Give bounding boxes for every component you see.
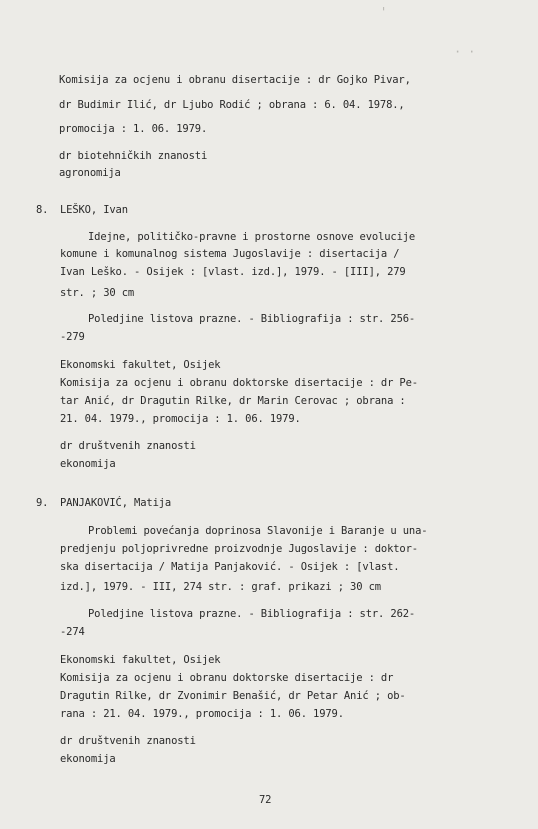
committee-line: Komisija za ocjenu i obranu doktorske disertacije : dr <box>60 672 394 684</box>
notes-line: Poledjine listova prazne. - Bibliografija : str. 262- <box>88 608 416 620</box>
title-line: ska disertacija / Matija Panjaković. - Osijek : [vlast. <box>60 561 400 573</box>
scan-mark: ' <box>380 5 388 19</box>
committee-line: 21. 04. 1979., promocija : 1. 06. 1979. <box>60 413 301 425</box>
faculty-line: Ekonomski fakultet, Osijek <box>60 359 221 371</box>
notes-line: -279 <box>60 331 85 343</box>
degree-line: ekonomija <box>60 458 116 470</box>
title-line: Problemi povećanja doprinosa Slavonije i Baranje u una- <box>88 525 428 537</box>
degree-line: dr društvenih znanosti <box>60 440 196 452</box>
entry-author: PANJAKOVIĆ, Matija <box>60 497 172 509</box>
committee-line: promocija : 1. 06. 1979. <box>59 123 208 135</box>
title-line: komune i komunalnog sistema Jugoslavije : disertacija / <box>60 248 400 260</box>
committee-line: Dragutin Rilke, dr Zvonimir Benašić, dr Petar Anić ; ob- <box>60 690 406 702</box>
degree-line: agronomija <box>59 167 121 179</box>
degree-line: dr društvenih znanosti <box>60 735 196 747</box>
faculty-line: Ekonomski fakultet, Osijek <box>60 654 221 666</box>
title-line: str. ; 30 cm <box>60 287 135 299</box>
committee-line: dr Budimir Ilić, dr Ljubo Rodić ; obrana : 6. 04. 1978., <box>59 99 405 111</box>
entry-number: 9. <box>36 497 49 509</box>
degree-line: dr biotehničkih znanosti <box>59 150 208 162</box>
committee-line: Komisija za ocjenu i obranu doktorske disertacije : dr Pe- <box>60 377 418 389</box>
scan-mark: · · <box>454 45 476 59</box>
title-line: Ivan Leško. - Osijek : [vlast. izd.], 1979. - [III], 279 <box>60 266 406 278</box>
page-number: 72 <box>259 794 272 806</box>
degree-line: ekonomija <box>60 753 116 765</box>
notes-line: -274 <box>60 626 85 638</box>
title-line: Idejne, političko-pravne i prostorne osnove evolucije <box>88 231 416 243</box>
committee-line: rana : 21. 04. 1979., promocija : 1. 06. 1979. <box>60 708 344 720</box>
notes-line: Poledjine listova prazne. - Bibliografija : str. 256- <box>88 313 416 325</box>
committee-line: Komisija za ocjenu i obranu disertacije : dr Gojko Pivar, <box>59 74 411 86</box>
title-line: izd.], 1979. - III, 274 str. : graf. prikazi ; 30 cm <box>60 581 381 593</box>
title-line: predjenju poljoprivredne proizvodnje Jugoslavije : doktor- <box>60 543 418 555</box>
entry-author: LEŠKO, Ivan <box>60 204 128 216</box>
committee-line: tar Anić, dr Dragutin Rilke, dr Marin Cerovac ; obrana : <box>60 395 406 407</box>
entry-number: 8. <box>36 204 49 216</box>
